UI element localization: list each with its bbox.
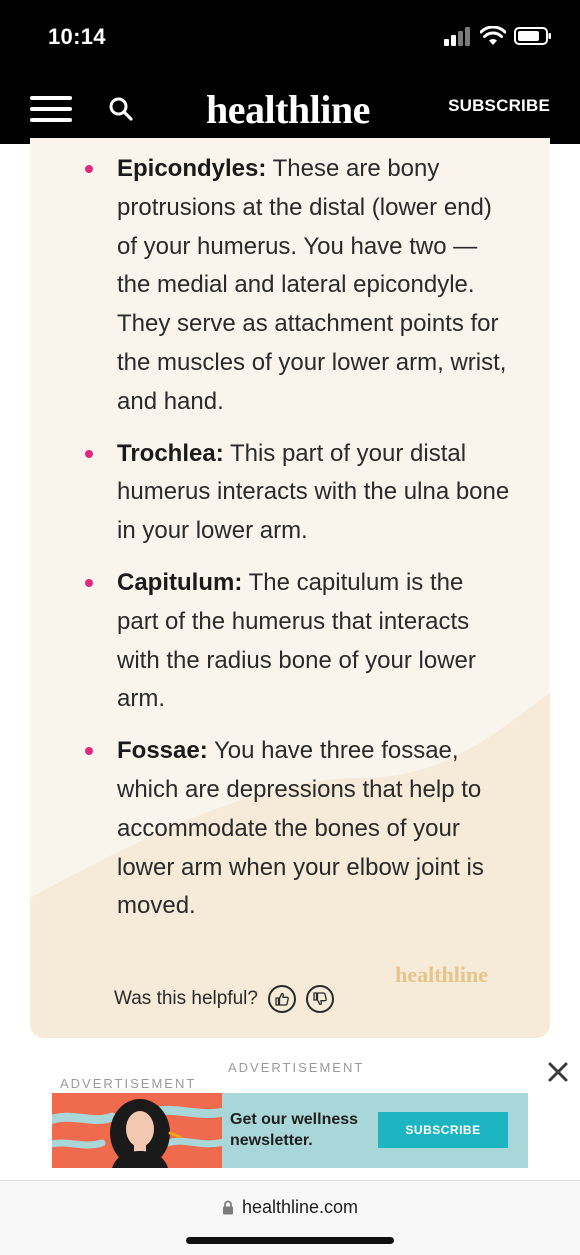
bullet: [85, 747, 93, 755]
ad-label-secondary: ADVERTISEMENT: [60, 1076, 197, 1091]
thumbs-up-icon: [274, 991, 290, 1007]
feedback-label: Was this helpful?: [114, 988, 258, 1009]
thumbs-up-button[interactable]: [268, 985, 296, 1013]
status-bar: [0, 0, 580, 74]
signal-icon: [444, 26, 472, 46]
article-card: [30, 138, 550, 1038]
term-description: These are bony protrusions at the distal (lower end) of your humerus. You have two — the medial and lateral epicondyle. They serve as attachment points for the muscles of your lower arm, wrist, and hand.: [117, 155, 507, 415]
address-bar[interactable]: [0, 1197, 580, 1218]
thumbs-down-icon: [312, 991, 328, 1007]
status-time: 10:14: [48, 24, 106, 49]
menu-icon[interactable]: [30, 95, 72, 123]
term-description: This part of your distal humerus interacts with the ulna bone in your lower arm.: [117, 439, 510, 545]
list-item: [30, 732, 550, 926]
ad-label: ADVERTISEMENT: [228, 1060, 365, 1075]
subscribe-button[interactable]: SUBSCRIBE: [448, 96, 550, 115]
bullet: [85, 165, 93, 173]
wifi-icon: [480, 26, 506, 46]
ad-subscribe-button[interactable]: SUBSCRIBE: [378, 1112, 508, 1148]
home-indicator[interactable]: [186, 1237, 394, 1244]
ad-headline: Get our wellness newsletter.: [230, 1111, 359, 1149]
search-icon[interactable]: [108, 96, 134, 122]
ad-illustration: [52, 1093, 222, 1168]
list-item: [30, 564, 550, 719]
bullet: [85, 579, 93, 587]
bullet: [85, 450, 93, 458]
ad-banner[interactable]: [52, 1093, 528, 1168]
site-logo[interactable]: healthline: [206, 87, 370, 132]
lock-icon: [222, 1200, 234, 1215]
url-text: healthline.com: [241, 1197, 359, 1217]
term-label: Trochlea:: [117, 439, 224, 467]
status-icons: [444, 24, 552, 48]
list-item: [30, 435, 550, 551]
site-header: [0, 74, 580, 144]
thumbs-down-button[interactable]: [306, 985, 334, 1013]
term-label: Epicondyles:: [117, 155, 267, 182]
term-list: [30, 150, 550, 939]
close-icon[interactable]: [546, 1060, 570, 1084]
term-label: Capitulum:: [117, 568, 243, 596]
term-description: The capitulum is the part of the humerus that interacts with the radius bone of your lower arm.: [117, 568, 476, 713]
term-description: You have three fossae, which are depressions that help to accommodate the bones of your lower arm when your elbow joint is moved.: [117, 737, 484, 920]
browser-bar: [0, 1180, 580, 1255]
list-item: [30, 150, 550, 422]
woman-illustration-icon: [52, 1093, 222, 1168]
feedback-row: [114, 984, 334, 1014]
battery-icon: [514, 26, 552, 46]
card-logo: healthline: [395, 962, 488, 987]
term-label: Fossae:: [117, 737, 208, 765]
